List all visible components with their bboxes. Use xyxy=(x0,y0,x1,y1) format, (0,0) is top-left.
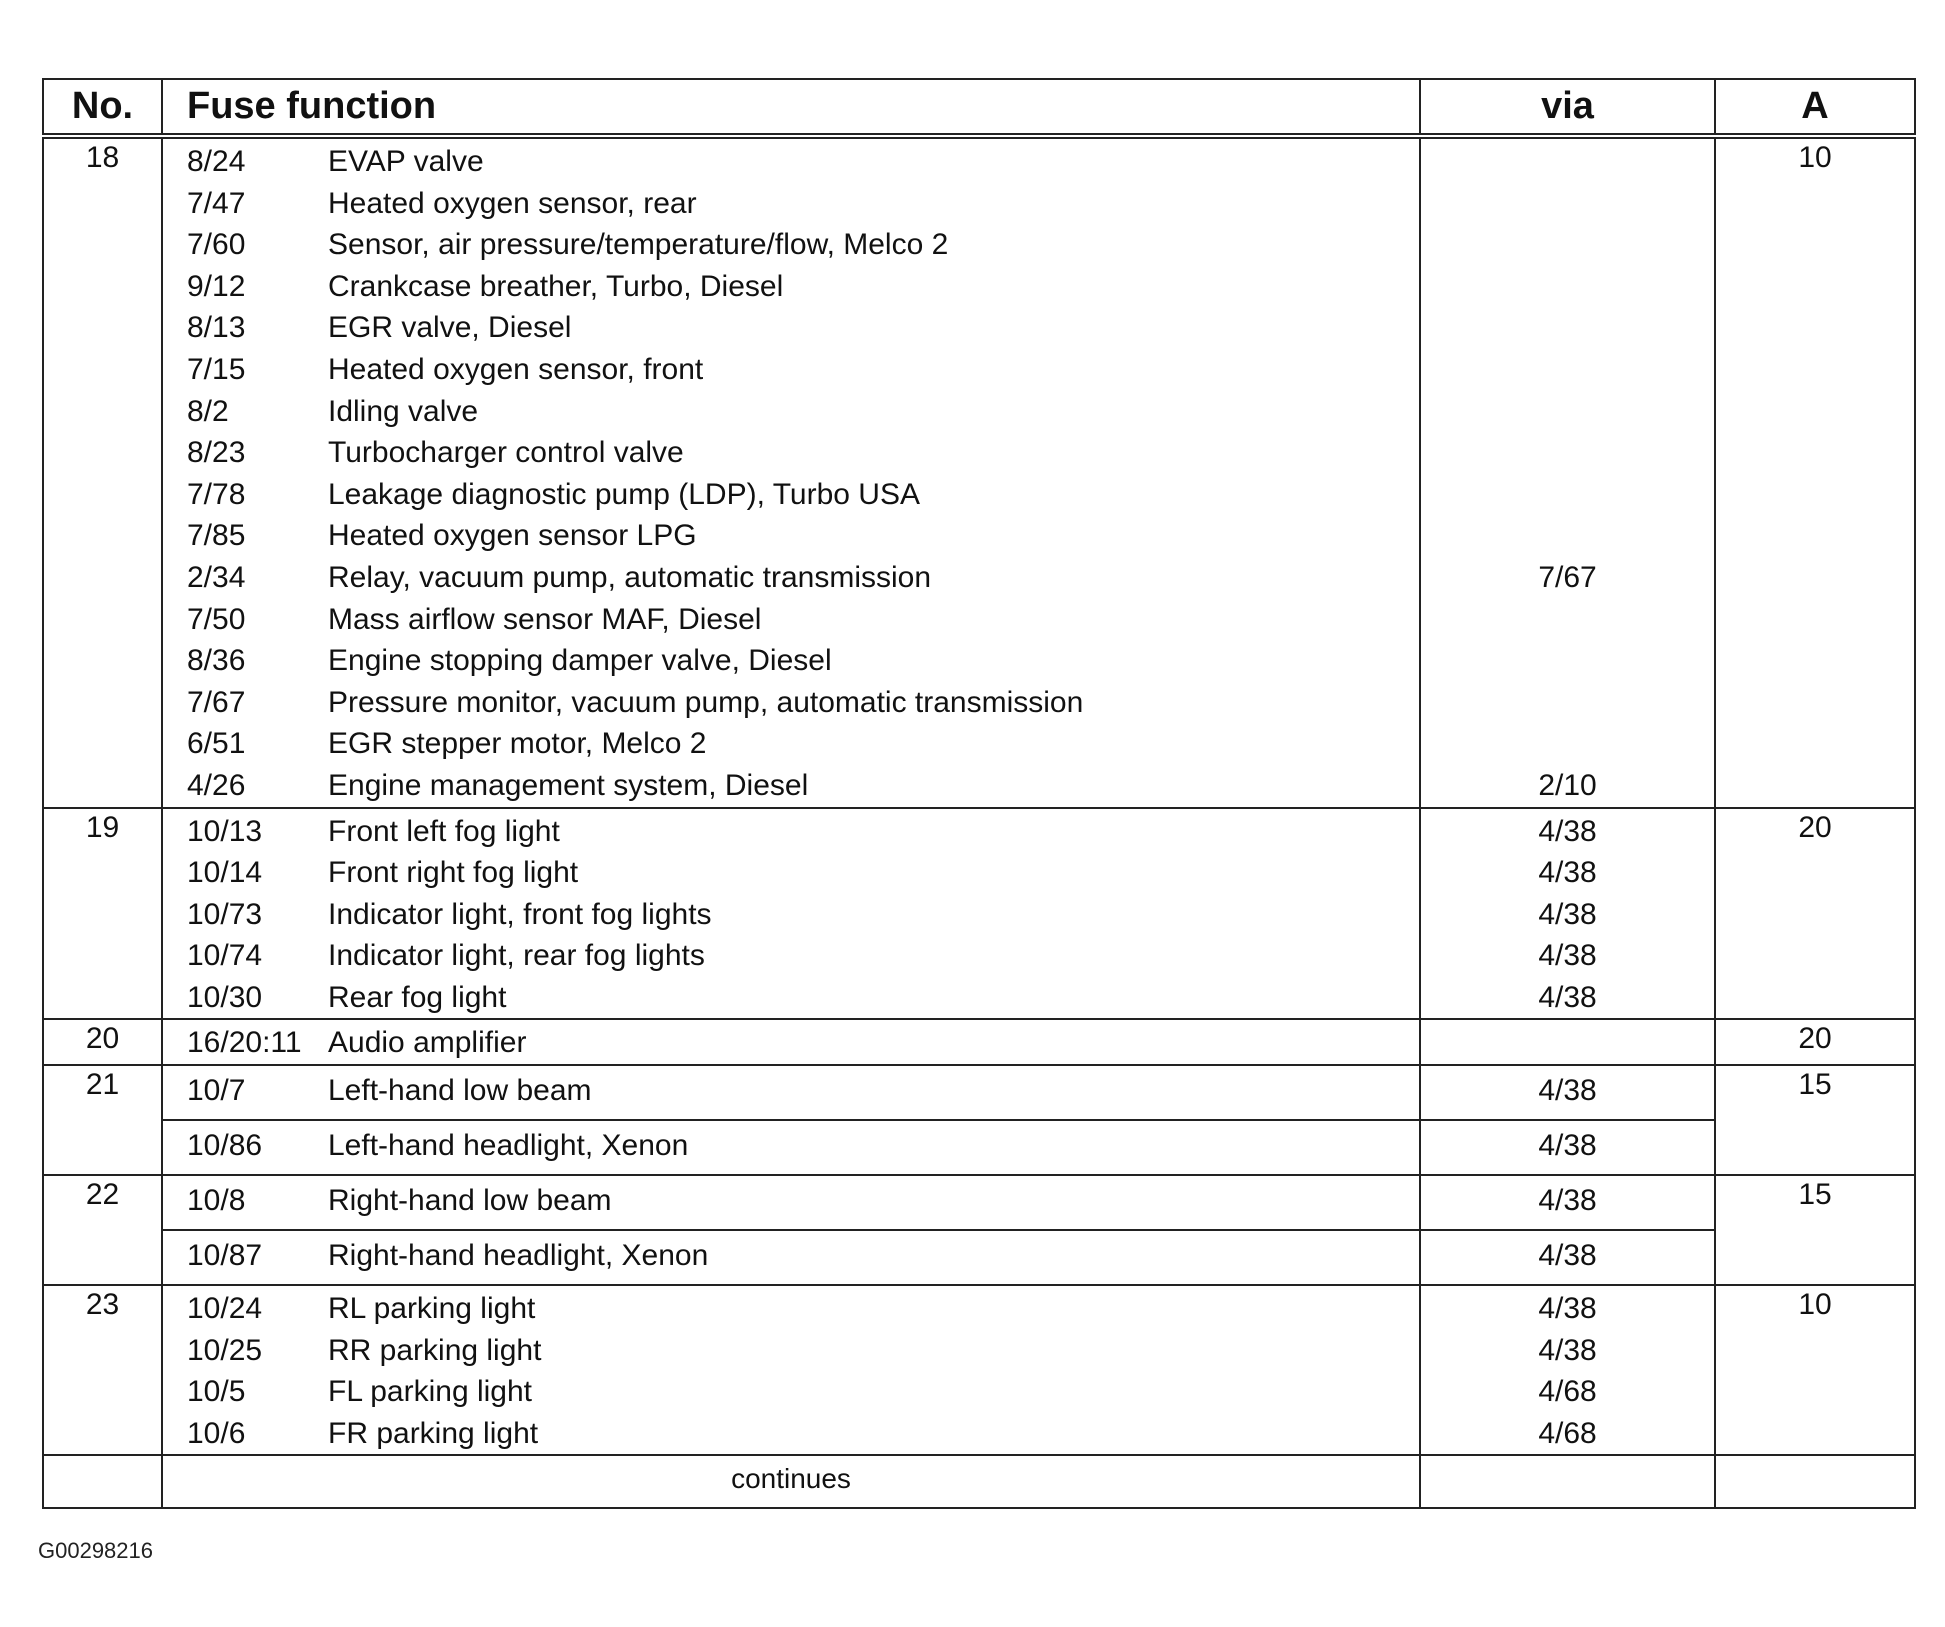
table-row xyxy=(43,1065,1915,1120)
component-description: Heated oxygen sensor, rear xyxy=(328,186,697,220)
table-row xyxy=(43,1285,1915,1455)
component-description: Sensor, air pressure/temperature/flow, Melco 2 xyxy=(328,228,949,262)
component-description: EGR valve, Diesel xyxy=(328,311,572,345)
component-description: FL parking light xyxy=(328,1375,532,1409)
component-code: 10/30 xyxy=(187,980,263,1014)
component-description: EGR stepper motor, Melco 2 xyxy=(328,727,707,761)
component-description: Indicator light, front fog lights xyxy=(328,897,712,931)
component-code: 10/25 xyxy=(187,1333,263,1367)
table-row xyxy=(43,808,1915,1020)
component-code: 7/50 xyxy=(187,602,246,636)
via-value xyxy=(1421,391,1714,433)
component-description: Heated oxygen sensor LPG xyxy=(328,519,697,553)
component-code: 10/74 xyxy=(187,939,263,973)
component-code: 10/86 xyxy=(187,1129,263,1163)
table-row xyxy=(43,136,1915,808)
via-value: 4/68 xyxy=(1538,1375,1597,1409)
component-description-cell xyxy=(324,1120,1420,1175)
continues-amps-cell xyxy=(1715,1455,1915,1508)
fuse-amperage: 20 xyxy=(1715,1019,1915,1065)
continues-via-cell xyxy=(1420,1455,1715,1508)
fuse-amperage: 15 xyxy=(1715,1065,1915,1175)
component-description: Leakage diagnostic pump (LDP), Turbo USA xyxy=(328,477,920,511)
via-value: 4/38 xyxy=(1538,1129,1597,1163)
component-description: Relay, vacuum pump, automatic transmission xyxy=(328,560,932,594)
component-code: 10/5 xyxy=(187,1375,246,1409)
header-via: via xyxy=(1420,79,1715,136)
via-value: 4/38 xyxy=(1538,980,1597,1014)
via-value: 4/38 xyxy=(1538,1333,1597,1367)
header-row xyxy=(43,79,1915,136)
component-description: Audio amplifier xyxy=(328,1026,527,1060)
component-code-cell xyxy=(162,808,324,1020)
via-value xyxy=(1421,224,1714,266)
via-cell xyxy=(1420,1285,1715,1455)
component-description: RL parking light xyxy=(328,1292,536,1326)
component-description-cell xyxy=(324,1230,1420,1285)
via-value xyxy=(1421,723,1714,765)
via-value: 4/68 xyxy=(1538,1416,1597,1450)
component-description: Rear fog light xyxy=(328,980,507,1014)
header-fuse-function: Fuse function xyxy=(162,79,1420,136)
table-row xyxy=(43,1175,1915,1230)
fuse-amperage: 10 xyxy=(1715,1285,1915,1455)
via-value: 4/38 xyxy=(1538,1292,1597,1326)
component-code: 7/67 xyxy=(187,685,246,719)
via-value xyxy=(1421,1022,1714,1064)
continues-row xyxy=(43,1455,1915,1508)
via-cell xyxy=(1420,808,1715,1020)
component-code: 10/73 xyxy=(187,897,263,931)
via-value xyxy=(1421,474,1714,516)
via-cell xyxy=(1420,1230,1715,1285)
table-row xyxy=(43,1120,1915,1175)
component-description: Crankcase breather, Turbo, Diesel xyxy=(328,269,784,303)
component-description: Mass airflow sensor MAF, Diesel xyxy=(328,602,762,636)
via-value xyxy=(1421,682,1714,724)
component-code: 8/36 xyxy=(187,644,246,678)
component-code: 6/51 xyxy=(187,727,246,761)
component-description: Pressure monitor, vacuum pump, automatic transmission xyxy=(328,685,1084,719)
component-code-cell xyxy=(162,1120,324,1175)
component-code-cell xyxy=(162,1285,324,1455)
component-description: EVAP valve xyxy=(328,145,484,178)
fuse-number: 20 xyxy=(43,1019,162,1065)
via-cell xyxy=(1420,136,1715,808)
component-code: 10/7 xyxy=(187,1074,246,1108)
fuse-amperage: 20 xyxy=(1715,808,1915,1020)
component-code-cell xyxy=(162,1019,324,1065)
via-value xyxy=(1421,141,1714,183)
via-value xyxy=(1421,349,1714,391)
fuse-number: 19 xyxy=(43,808,162,1020)
fuse-number: 23 xyxy=(43,1285,162,1455)
component-description: Front right fog light xyxy=(328,856,579,890)
continues-label: continues xyxy=(162,1455,1420,1508)
component-description: Idling valve xyxy=(328,394,479,428)
component-description: Left-hand headlight, Xenon xyxy=(328,1129,689,1163)
component-description-cell xyxy=(324,1019,1420,1065)
fuse-amperage: 15 xyxy=(1715,1175,1915,1285)
component-code-cell xyxy=(162,1065,324,1120)
table-header xyxy=(43,79,1915,136)
component-description: Heated oxygen sensor, front xyxy=(328,352,704,386)
via-value: 4/38 xyxy=(1538,939,1597,973)
via-value xyxy=(1421,599,1714,641)
via-value xyxy=(1421,266,1714,308)
component-code: 7/15 xyxy=(187,352,246,386)
component-description: Indicator light, rear fog lights xyxy=(328,939,705,973)
component-code: 10/13 xyxy=(187,814,263,848)
via-value: 4/38 xyxy=(1538,1239,1597,1273)
component-code: 10/8 xyxy=(187,1184,246,1218)
component-description-cell xyxy=(324,808,1420,1020)
fuse-number: 21 xyxy=(43,1065,162,1175)
component-code: 2/34 xyxy=(187,560,246,594)
table-row xyxy=(43,1230,1915,1285)
component-code: 8/24 xyxy=(187,145,246,178)
component-code: 8/13 xyxy=(187,311,246,345)
component-description: Front left fog light xyxy=(328,814,560,848)
component-code-cell xyxy=(162,1230,324,1285)
fuse-number: 18 xyxy=(43,136,162,808)
header-no: No. xyxy=(43,79,162,136)
component-code-cell xyxy=(162,1175,324,1230)
via-value xyxy=(1421,183,1714,225)
via-value: 4/38 xyxy=(1538,1184,1597,1218)
header-amps: A xyxy=(1715,79,1915,136)
via-value xyxy=(1421,640,1714,682)
via-cell xyxy=(1420,1065,1715,1120)
via-value: 2/10 xyxy=(1538,768,1597,802)
component-description: Left-hand low beam xyxy=(328,1074,592,1108)
component-code: 7/60 xyxy=(187,228,246,262)
component-code: 10/14 xyxy=(187,856,263,890)
component-description-cell xyxy=(324,1065,1420,1120)
component-description: Right-hand low beam xyxy=(328,1184,612,1218)
component-description: Engine stopping damper valve, Diesel xyxy=(328,644,832,678)
component-description-cell xyxy=(324,1285,1420,1455)
component-description: Engine management system, Diesel xyxy=(328,768,809,802)
via-cell xyxy=(1420,1175,1715,1230)
component-code: 8/2 xyxy=(187,394,229,428)
document-id: G00298216 xyxy=(38,1538,153,1563)
via-value: 4/38 xyxy=(1538,897,1597,931)
component-description-cell xyxy=(324,1175,1420,1230)
component-code: 7/47 xyxy=(187,186,246,220)
component-code: 10/24 xyxy=(187,1292,263,1326)
via-cell xyxy=(1420,1120,1715,1175)
continues-no-cell xyxy=(43,1455,162,1508)
component-code: 16/20:11 xyxy=(187,1026,302,1060)
via-value: 4/38 xyxy=(1538,1074,1597,1108)
table-body xyxy=(43,136,1915,1455)
component-description: Turbocharger control valve xyxy=(328,436,684,470)
component-description: Right-hand headlight, Xenon xyxy=(328,1239,709,1273)
component-code: 8/23 xyxy=(187,436,246,470)
component-code: 10/87 xyxy=(187,1239,263,1273)
via-value: 4/38 xyxy=(1538,856,1597,890)
fuse-number: 22 xyxy=(43,1175,162,1285)
fuse-table xyxy=(42,78,1916,1509)
via-value: 7/67 xyxy=(1538,560,1597,594)
via-value xyxy=(1421,307,1714,349)
component-code: 10/6 xyxy=(187,1416,246,1450)
component-description-cell xyxy=(324,136,1420,808)
via-value: 4/38 xyxy=(1538,814,1597,848)
component-code: 7/85 xyxy=(187,519,246,553)
table-row xyxy=(43,1019,1915,1065)
fuse-amperage: 10 xyxy=(1715,136,1915,808)
component-code-cell xyxy=(162,136,324,808)
table-footer xyxy=(43,1455,1915,1508)
component-code: 4/26 xyxy=(187,768,246,802)
component-description: FR parking light xyxy=(328,1416,539,1450)
component-code: 9/12 xyxy=(187,269,246,303)
via-value xyxy=(1421,432,1714,474)
via-value xyxy=(1421,515,1714,557)
component-code: 7/78 xyxy=(187,477,246,511)
component-description: RR parking light xyxy=(328,1333,542,1367)
via-cell xyxy=(1420,1019,1715,1065)
